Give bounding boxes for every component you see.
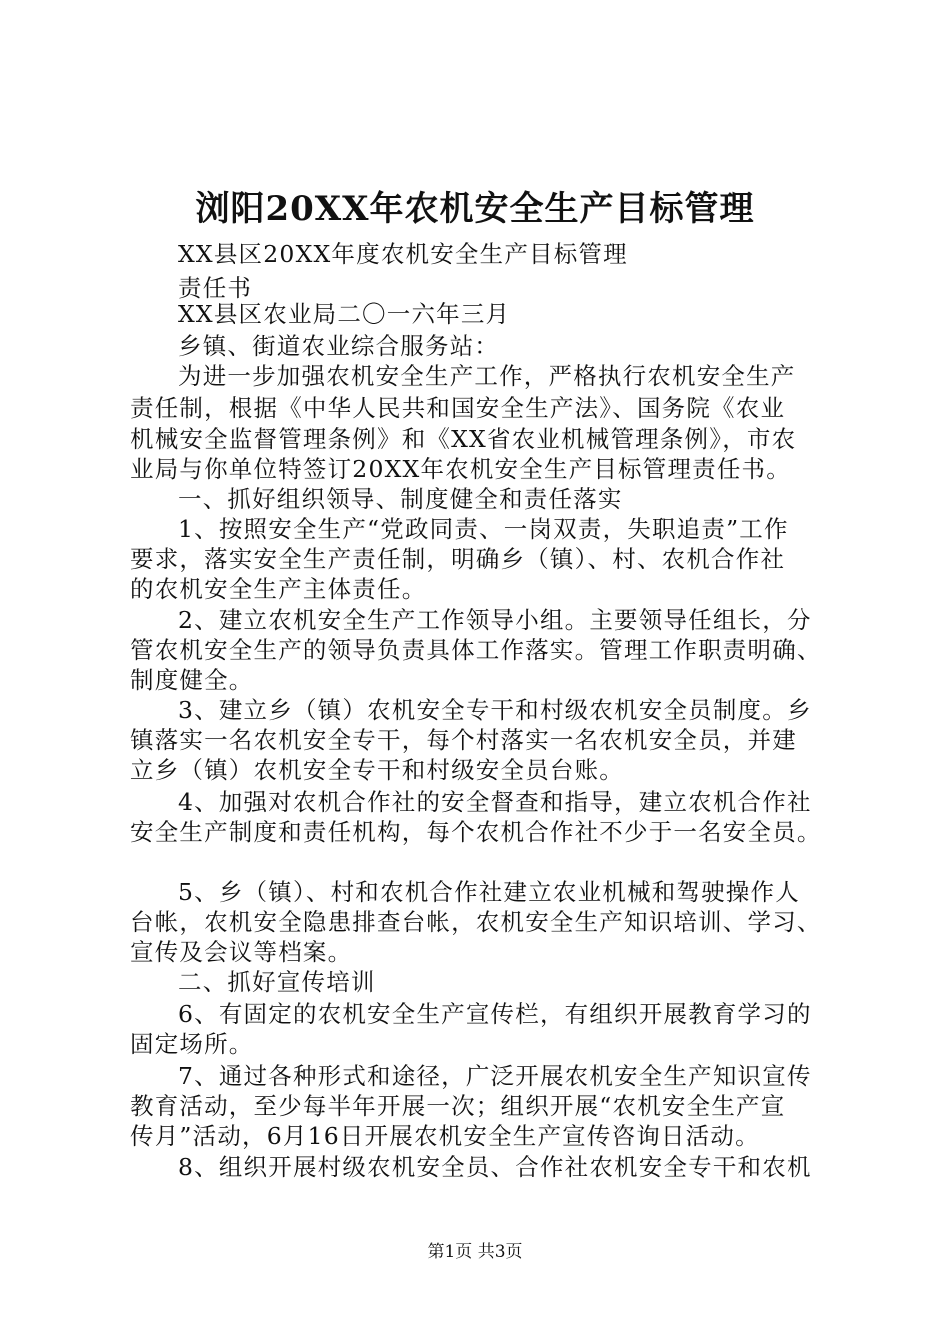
text-line: XX县区农业局二〇一六年三月	[178, 300, 511, 328]
text-line: 台帐，农机安全隐患排查台帐，农机安全生产知识培训、学习、	[130, 908, 822, 936]
text-line: 宣传及会议等档案。	[130, 938, 353, 966]
text-line: 管农机安全生产的领导负责具体工作落实。管理工作职责明确、	[130, 636, 822, 664]
section-heading: 一、抓好组织领导、制度健全和责任落实	[178, 485, 623, 513]
text-line: 固定场所。	[130, 1030, 254, 1058]
text-line: 机械安全监督管理条例》和《XX省农业机械管理条例》，市农	[130, 425, 797, 453]
text-line: 安全生产制度和责任机构，每个农机合作社不少于一名安全员。	[130, 818, 822, 846]
text-line: 3、建立乡（镇）农机安全专干和村级农机安全员制度。乡	[178, 696, 812, 724]
text-line: 业局与你单位特签订20XX年农机安全生产目标管理责任书。	[130, 455, 791, 483]
text-line: 教育活动，至少每半年开展一次；组织开展“农机安全生产宣	[130, 1092, 786, 1120]
text-line: 的农机安全生产主体责任。	[130, 575, 427, 603]
text-line: 责任制，根据《中华人民共和国安全生产法》、国务院《农业	[130, 394, 786, 422]
document-title: 浏阳20XX年农机安全生产目标管理	[195, 189, 755, 229]
text-line: 乡镇、街道农业综合服务站：	[178, 332, 500, 360]
text-line: 2、建立农机安全生产工作领导小组。主要领导任组长，分	[178, 606, 812, 634]
page-footer: 第1页 共3页	[427, 1242, 523, 1262]
text-line: 制度健全。	[130, 666, 254, 694]
text-line: 镇落实一名农机安全专干，每个村落实一名农机安全员，并建	[130, 726, 797, 754]
text-line: 传月”活动，6月16日开展农机安全生产宣传咨询日活动。	[130, 1122, 760, 1150]
text-line: 4、加强对农机合作社的安全督查和指导，建立农机合作社	[178, 788, 812, 816]
text-line: 责任书	[178, 274, 253, 302]
text-line: 立乡（镇）农机安全专干和村级安全员台账。	[130, 756, 624, 784]
text-line: 为进一步加强农机安全生产工作，严格执行农机安全生产	[178, 362, 796, 390]
text-line: 6、有固定的农机安全生产宣传栏，有组织开展教育学习的	[178, 1000, 812, 1028]
text-line: 要求，落实安全生产责任制，明确乡（镇）、村、农机合作社	[130, 545, 786, 573]
text-line: XX县区20XX年度农机安全生产目标管理	[178, 240, 628, 268]
text-line: 7、通过各种形式和途径，广泛开展农机安全生产知识宣传	[178, 1062, 812, 1090]
text-line: 5、乡（镇）、村和农机合作社建立农业机械和驾驶操作人	[178, 878, 800, 906]
text-line: 1、按照安全生产“党政同责、一岗双责，失职追责”工作	[178, 515, 789, 543]
section-heading: 二、抓好宣传培训	[178, 968, 376, 996]
text-line: 8、组织开展村级农机安全员、合作社农机安全专干和农机	[178, 1153, 812, 1181]
